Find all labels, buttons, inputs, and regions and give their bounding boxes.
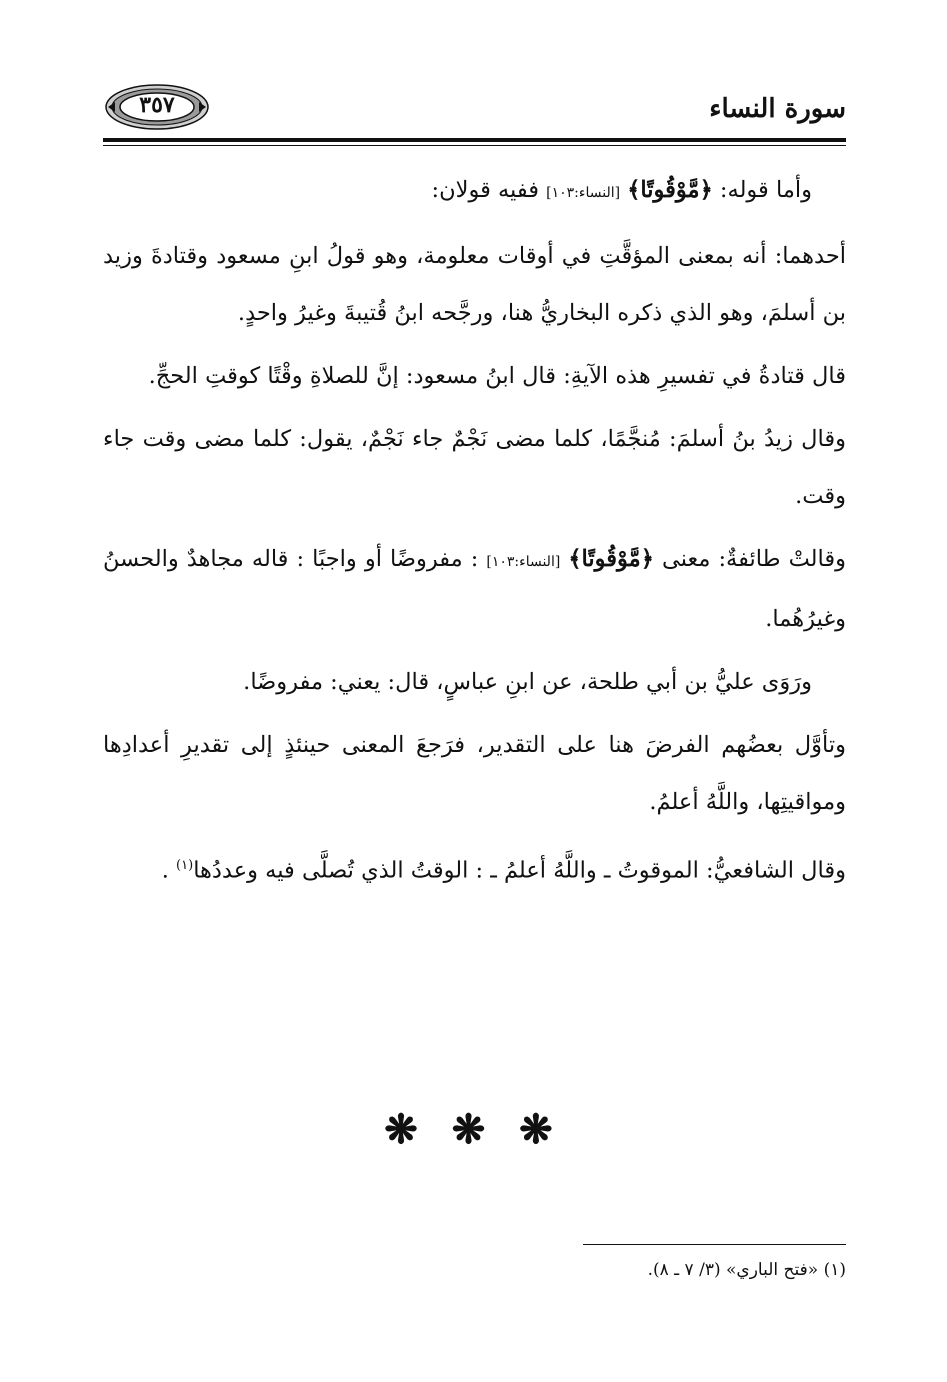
quran-quote: ﴿مَّوْقُوتًا﴾ — [568, 546, 654, 572]
footnote-rule — [583, 1244, 846, 1245]
paragraph-3: قال قتادةُ في تفسيرِ هذه الآيةِ: قال ابنُ مسعود: إنَّ للصلاةِ وقْتًا كوقتِ الحجِّ. — [148, 363, 846, 389]
paragraph-1-suffix: ففيه قولان: — [431, 177, 547, 203]
quran-quote: ﴿مَّوْقُوتًا﴾ — [627, 177, 713, 203]
paragraph-6: ورَوَى عليُّ بن أبي طلحة، عن ابنِ عباسٍ، قال: يعني: مفروضًا. — [243, 669, 812, 695]
paragraph-1-prefix: وأما قوله: — [712, 177, 812, 203]
paragraph-5 — [103, 531, 846, 648]
section-separator: ❋ ❋ ❋ — [384, 1106, 563, 1153]
paragraph-1 — [103, 162, 846, 222]
paragraph-8 — [103, 837, 846, 900]
footnote: (١) «فتح الباري» (٣/ ٧ ـ ٨). — [647, 1260, 846, 1280]
paragraph-7: وتأوَّل بعضُهم الفرضَ هنا على التقدير، فرَجعَ المعنى حينئذٍ إلى تقديرِ أعدادِها ومواقيتِها، واللَّهُ أعلمُ. — [103, 732, 846, 815]
paragraph-2: أحدهما: أنه بمعنى المؤقَّتِ في أوقات معلومة، وهو قولُ ابنِ مسعود وقتادةَ وزيد بن أسلمَ، وهو الذي ذكره البخاريُّ هنا، ورجَّحه ابنُ قُتيبةَ وغيرُ واحدٍ. — [103, 243, 846, 326]
page-header — [103, 78, 846, 140]
header-rule-thin — [103, 145, 846, 146]
paragraph-4: وقال زيدُ بنُ أسلمَ: مُنجَّمًا، كلما مضى نَجْمٌ جاء نَجْمٌ، يقول: كلما مضى وقت جاء وقت. — [103, 426, 846, 509]
paragraph-5-suffix: : مفروضًا أو واجبًا : قاله مجاهدٌ والحسنُ وغيرُهُما. — [103, 546, 846, 632]
page-number-badge — [105, 84, 209, 130]
surah-title: سورة النساء — [709, 94, 846, 124]
page-number: ٣٥٧ — [139, 92, 175, 118]
header-rule-thick — [103, 138, 846, 142]
paragraph-8-text: وقال الشافعيُّ: الموقوتُ ـ واللَّهُ أعلمُ ـ : الوقتُ الذي تُصلَّى فيه وعددُها — [193, 857, 846, 884]
footnote-reference[interactable]: (١) — [176, 858, 194, 873]
verse-citation: [النساء:١٠٣] — [546, 185, 621, 201]
main-text — [103, 162, 846, 906]
paragraph-8-end: . — [161, 857, 177, 884]
verse-citation: [النساء:١٠٣] — [486, 554, 561, 570]
paragraph-5-prefix: وقالتْ طائفةٌ: معنى — [653, 546, 847, 572]
